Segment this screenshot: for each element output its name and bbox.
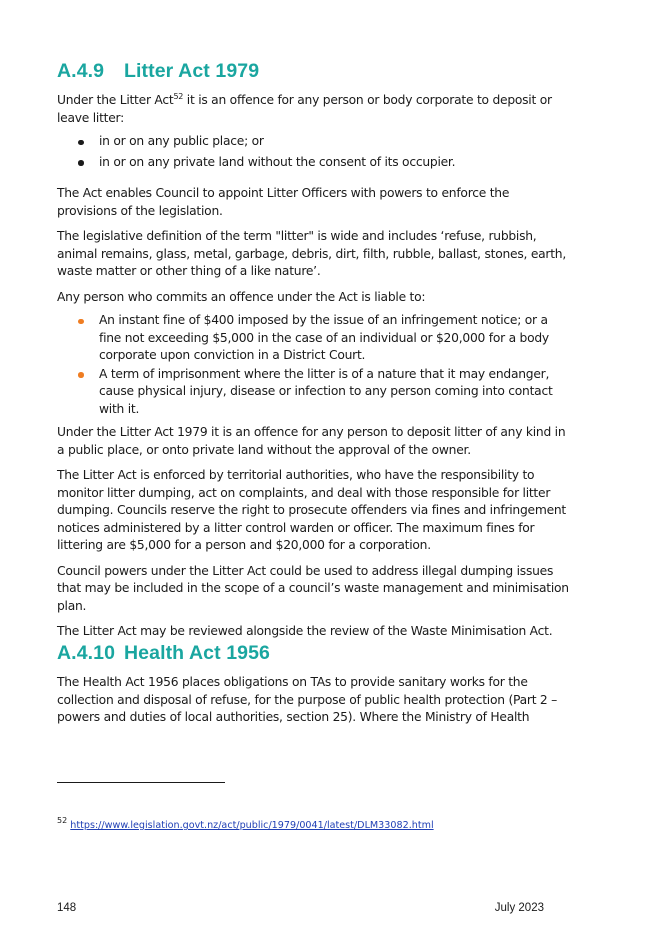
section-title: Health Act 1956: [124, 642, 271, 664]
section-heading-health-act: [57, 642, 270, 665]
paragraph-review: The Litter Act may be reviewed alongside the review of the Waste Minimisation Act.: [57, 624, 553, 638]
footer-date: July 2023: [494, 902, 544, 914]
paragraph-council-powers: Council powers under the Litter Act could be used to address illegal dumping issues that may be included in the scope of a council’s waste management and minimisation plan.: [57, 563, 569, 613]
penalties-list: [57, 312, 572, 418]
section-number: A.4.10: [57, 642, 116, 664]
intro-text-end: it is an offence for any person or body corporate to deposit or leave litter:: [57, 93, 552, 125]
list-item: An instant fine of $400 imposed by the issue of an infringement notice; or a fine not exceeding $5,000 in the case of an individual or $20,000 for a body corporate upon conviction in a District Court.: [57, 312, 572, 365]
section-title: Litter Act 1979: [124, 60, 260, 82]
section-body-litter-act: [57, 92, 572, 641]
list-item: in or on any private land without the consent of its occupier.: [57, 154, 572, 172]
paragraph-offence: Under the Litter Act 1979 it is an offence for any person to deposit litter of any kind in a public place, or onto private land without the approval of the owner.: [57, 425, 566, 457]
footnote-ref[interactable]: 52: [173, 92, 184, 101]
paragraph-definition: The legislative definition of the term "litter" is wide and includes ‘refuse, rubbish, animal remains, glass, metal, garbage, debris, dirt, filth, rubble, ballast, stones, earth, waste matter or other thing of a like nature’.: [57, 229, 567, 278]
footnote-marker: 52: [57, 816, 68, 825]
paragraph-liable: Any person who commits an offence under the Act is liable to:: [57, 289, 426, 304]
intro-text-start: Under the Litter Act: [57, 93, 174, 107]
section-number: A.4.9: [57, 60, 105, 82]
page-number: 148: [57, 902, 77, 914]
paragraph-enforcement: The Litter Act is enforced by territorial authorities, who have the responsibility to monitor litter dumping, act on complaints, and deal with those responsible for litter dumping. Councils reserve the right to prosecute offenders via fines and infringement notices administered by a litter control warden or officer. The maximum fines for littering are $5,000 for a person and $20,000 for a corporation.: [57, 468, 567, 552]
section-body-health-act: [57, 674, 572, 727]
paragraph-intro: [57, 92, 572, 127]
footnote-link[interactable]: https://www.legislation.govt.nz/act/public/1979/0041/latest/DLM33082.html: [70, 820, 434, 831]
section-heading-litter-act: [57, 60, 259, 83]
paragraph-officers: The Act enables Council to appoint Litter Officers with powers to enforce the provisions of the legislation.: [57, 186, 510, 218]
footnote: [57, 816, 434, 831]
list-item: A term of imprisonment where the litter is of a nature that it may endanger, cause physical injury, disease or infection to any person coming into contact with it.: [57, 366, 572, 419]
litter-locations-list: [57, 133, 572, 171]
list-item: in or on any public place; or: [57, 133, 572, 151]
paragraph-health-act: The Health Act 1956 places obligations on TAs to provide sanitary works for the collection and disposal of refuse, for the purpose of public health protection (Part 2 – powers and duties of local authorities, section 25). Where the Ministry of Health: [57, 675, 558, 724]
footnote-divider: [57, 782, 225, 783]
